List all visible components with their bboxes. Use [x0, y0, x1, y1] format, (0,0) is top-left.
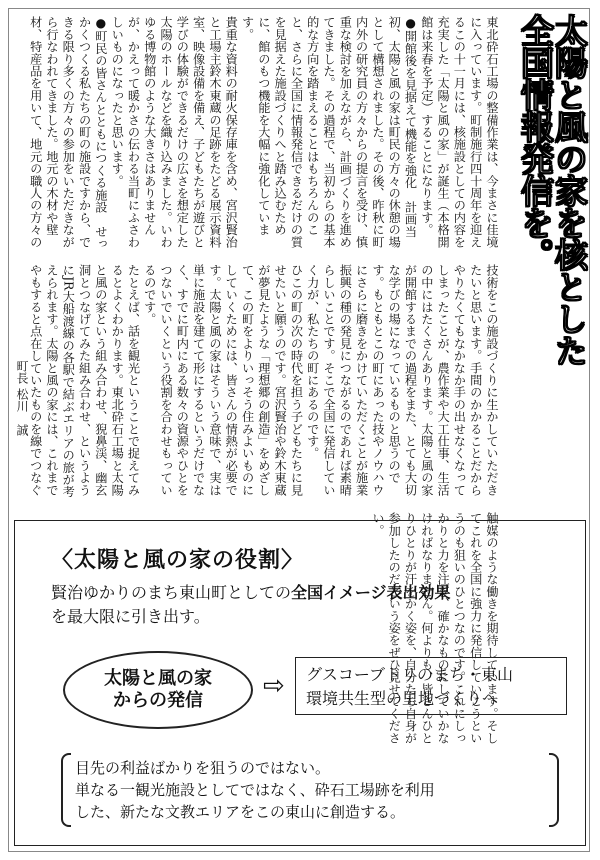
lead-emphasis: 全国イメージ表出効果 [291, 583, 451, 602]
lead-text: 賢治ゆかりのまち東山町としての [51, 583, 292, 602]
result-box [295, 657, 567, 715]
arrow-right-icon: ⇨ [263, 671, 285, 701]
oval-line-1: 太陽と風の家 [104, 668, 212, 689]
signature-name: 松川 誠 [15, 387, 29, 436]
oval-line-2: からの発信 [113, 690, 203, 711]
result-line-2: 環境共生型の里地づくりへ [306, 689, 499, 708]
paragraph: 貴重な資料の耐火保存庫を含め、宮沢賢治と工場主鈴木東蔵の足跡をたどる展示資料室、映像設備を備え、子どもたちが遊びと学びの体験ができるだけの広さを想定した太陽のホールなどを織り込みました。いわゆる博物館のような大きさはありませんが、かえって暖かさの伝わる当町にふさわしいものになったと思います。 [110, 16, 239, 248]
note-line-1: 目先の利益ばかりを狙うのではない。 [75, 759, 331, 777]
note-line-2: 単なる一観光施設としてではなく、砕石工場跡を利用 [75, 781, 435, 799]
role-lead [51, 581, 451, 629]
headline-line-2: 全国情報発信を。 [516, 14, 555, 270]
note-line-3: した、新たな文教エリアをこの東山に創造する。 [75, 803, 406, 821]
headline-line-1: 太陽と風の家を核とした [550, 14, 589, 366]
role-box [14, 520, 586, 846]
result-line-1: グスコーブドリのまち・東山 [306, 665, 514, 684]
paragraph: ひこの町の次の時代を担う子どもたちに見せたいと願うのです。宮沢賢治や鈴木東蔵が夢見たような「理想郷の創造」をめざして、この町をよりいっそう住みよいものにしていくためには、皆さんの情熱が必要です。太陽と風の家はそういう意味で、実は単に施設を建てて形にするというだけでなく、すでに町内にある数々の資源やひとをつないでいくという役割を合わせもっているのです。 [142, 264, 304, 496]
paragraph: ●町民の皆さんとともにつくる施設 せっかくつくる私たちの町の施設ですから、できる限り多くの方々の参加をいただきながら行なわれてきました。地元の木材や壁材、特産品を用いて、地元の職人の方々の技術をこの施設づくりに生かしていただきたいと思います。手間のかかることだからやりたくてもなかなか手の出せなくなってしまったことが、農作業や大工仕事、生活の中にはたくさんあります。太陽と風の家が開館するまでの過程をまた、とても大切な学びの場になっているものと思うのです。もともとこの町にあった技やノウハウにさらに磨きをかけていただくことが施業振興の種の発見につながるのであれば素晴らしいことです。そこで全国に発信していく力が、私たちの町にあるのです。 [28, 16, 499, 496]
paragraph: ●開館後を見据えて機能を強化 計画当初、太陽と風の家は町民の方々の休憩の場として構想されました。その後、昨秋に町内外の研究員の方々からの提言を受け、慎重な検討を加えながら、計画づくりを進めてきました。その過程で、当初からの基本的な方向を踏まえることはもちろんのこと、さらに全国に情報発信できるだけの質を見据えた施設づくりへと踏み込むために、館のもつ機能を大幅に強化しています。 [240, 16, 418, 248]
paragraph: たとえば、話を観光ということで捉えてみるとよくわかります。東北砕石工場と太陽と風の家という組み合わせ、猊鼻渓、幽玄洞とつなげてみた組み合わせ、というようにJR大船渡線の各駅で結ぶエリアの旅が考えられます。太陽と風の家には、これまでやもすると点在していたものを線でつなぐ触媒のような働きを期待しています。そしてこれを全国に強力に発信していこうというのも狙いのひとつなのです。これにしっかりと力を注ぎ、確かなものにしていかなければなりません。何よりも、皆さんひとりひとりが汗をかく姿を、自分たち自身が参加したのだという姿をぜひ見せてください。 [28, 264, 499, 744]
lead-text-2: を最大限に引き出す。 [51, 607, 210, 626]
headline [508, 14, 589, 502]
role-title: 〈太陽と風の家の役割〉 [51, 548, 305, 573]
signature [14, 360, 31, 510]
bracket-left [61, 753, 71, 827]
bracket-right [549, 753, 559, 827]
signature-title: 町長 [15, 360, 29, 384]
paragraph: 東北砕石工場の整備作業は、今まさに佳境に入っています。町制施行四十周年を迎えるこの十一月には、核施設としての内容を充実した「太陽と風の家」が誕生（本格開館は来春を予定）することになります。 [419, 16, 499, 248]
source-oval [63, 651, 253, 729]
note [75, 757, 545, 827]
